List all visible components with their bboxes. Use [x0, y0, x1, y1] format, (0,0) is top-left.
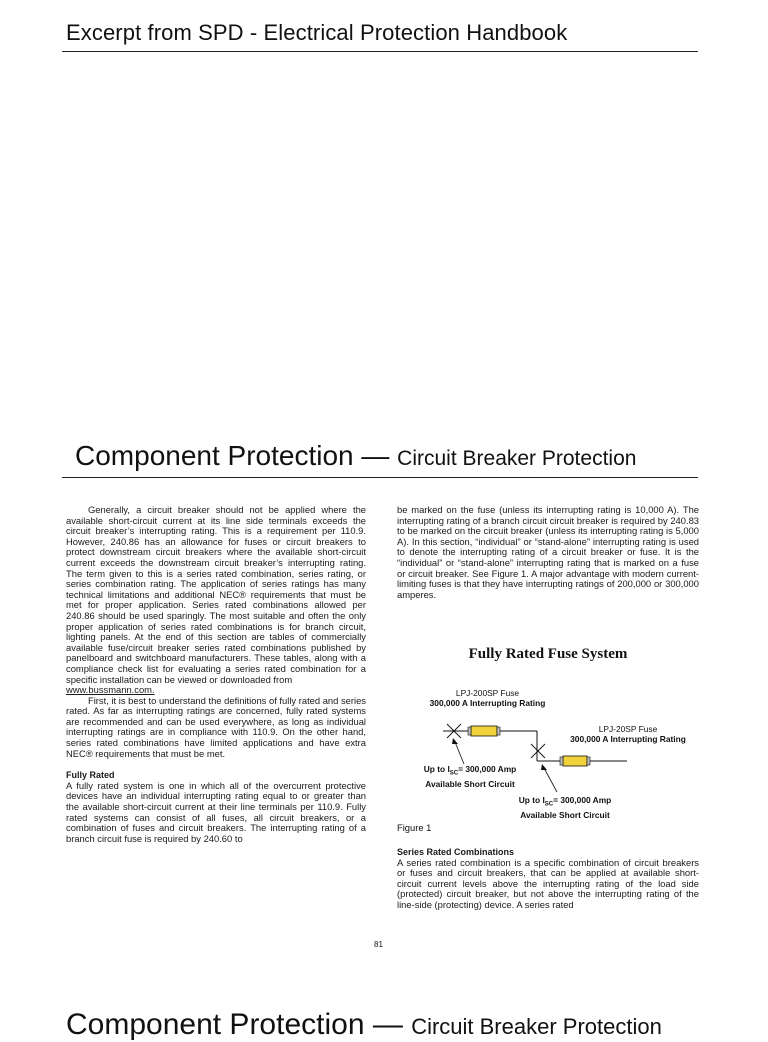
next-page-section-title — [66, 1008, 662, 1042]
fuse1-name: LPJ-200SP Fuse — [455, 688, 520, 698]
page-number: 81 — [374, 940, 383, 949]
fuse2-rating: 300,000 A Interrupting Rating — [570, 734, 686, 744]
fuse1-body — [471, 726, 497, 736]
section-title — [75, 440, 636, 472]
sc1-value: = 300,000 Amp — [458, 764, 517, 774]
short-circuit-label-1 — [410, 764, 530, 789]
document-header-title: Excerpt from SPD - Electrical Protection Handbook — [66, 20, 568, 45]
arrow-sc1 — [455, 742, 464, 764]
fuse1-label — [420, 688, 555, 708]
paragraph-fully-rated: A fully rated system is one in which all of the overcurrent protective devices have an individual interrupting rating equal to or greater than the available short-circuit current at their line terminals per 110.9. Fully rated systems can consist of all fuses, all circuit breakers, or a combination of fuses and circuit breakers. The interrupting rating of a branch circuit fuse is required by 240.60 to — [66, 779, 366, 844]
sc1-subscript: SC — [449, 770, 459, 777]
section-title-main: Component Protection — — [75, 440, 390, 471]
heading-series-rated: Series Rated Combinations — [397, 847, 515, 857]
paragraph-intro — [66, 505, 366, 696]
bussmann-link[interactable]: www.bussmann.com. — [66, 684, 155, 696]
arrow-sc2 — [544, 768, 557, 792]
figure-title: Fully Rated Fuse System — [468, 646, 628, 662]
next-title-main: Component Protection — — [66, 1008, 403, 1041]
fuse2-body — [563, 756, 587, 766]
right-column-top — [397, 505, 699, 600]
sc2-line2: Available Short Circuit — [520, 809, 610, 820]
arrowhead-sc2 — [541, 764, 547, 770]
fuse1-rating: 300,000 A Interrupting Rating — [429, 698, 546, 708]
sc2-value: = 300,000 Amp — [553, 795, 612, 805]
fuse1-cap-right — [497, 727, 500, 735]
next-title-sub: Circuit Breaker Protection — [411, 1014, 662, 1039]
section-divider — [62, 477, 698, 478]
arrowhead-sc1 — [452, 738, 458, 744]
right-column-bottom — [397, 847, 699, 911]
fuse2-cap-left — [560, 757, 563, 765]
fuse2-label — [547, 724, 709, 744]
sc1-line2: Available Short Circuit — [425, 778, 515, 789]
fuse2-name: LPJ-20SP Fuse — [598, 724, 658, 734]
fuse2-cap-right — [587, 757, 590, 765]
header-divider — [62, 51, 698, 52]
sc2-prefix: Up to I — [518, 795, 545, 805]
paragraph-series-rated: A series rated combination is a specific combination of circuit breakers or fuses and circuit breakers, that can be applied at available short-circuit current levels above the interrupting rating of the load side (protected) circuit breaker, but not above the interrupting rating of the line-side (protecting) device. A series rated — [397, 856, 699, 910]
sc1-prefix: Up to I — [423, 764, 450, 774]
paragraph-definitions: First, it is best to understand the definitions of fully rated and series rated. As far as interrupting ratings are concerned, fully rated systems are recommended and can be used everywhere, as long as individual interrupting ratings are in compliance with 110.9. On the other hand, series rated combinations have limited applications and have extra NEC® requirements that must be met. — [66, 694, 366, 759]
sc2-subscript: SC — [544, 801, 554, 808]
left-column — [66, 505, 366, 844]
paragraph-intro-text: Generally, a circuit breaker should not be applied where the available short-circuit current at its line side terminals exceeds the circuit breaker’s interrupting rating. This is a requirement per 110.9. However, 240.86 has an allowance for fuses or circuit breakers to protect downstream circuit breakers where the available short-circuit current exceeds the downstream circuit breaker’s interrupting rating. The term given to this is a series rated combination, series rating, or series combination rating. The application of series ratings has many technical limitations and additional NEC® requirements that must be met for proper application. Series rated combinations allowed per 240.86 should be used sparingly. The most suitable and often the only proper application of series rated combinations is for branch circuit, lighting panels. At the end of this section are tables of commercially available fuse/circuit breaker series rated combinations published by panelboard and switchboard manufacturers. These tables, along with a compliance check list for evaluating a series rated combination for a specific installation can be viewed or downloaded from — [66, 504, 366, 685]
short-circuit-label-2 — [505, 795, 625, 820]
section-title-sub: Circuit Breaker Protection — [397, 447, 637, 470]
figure-caption: Figure 1 — [397, 822, 432, 833]
paragraph-interrupting-rating: be marked on the fuse (unless its interrupting rating is 10,000 A). The interrupting rating of a branch circuit circuit breaker is required by 240.83 to be marked on the circuit breaker (unless its interrupting rating is 5,000 A). In this section, “individual” or “stand-alone” interrupting rating is used to denote the interrupting rating of a circuit breaker or fuse. It is the “individual” or “stand-alone” interrupting rating that is marked on a fuse or circuit breaker. See Figure 1. A major advantage with modern current-limiting fuses is that they have interrupting ratings of 200,000 or 300,000 amperes. — [397, 504, 699, 600]
heading-fully-rated: Fully Rated — [66, 770, 115, 781]
fuse1-cap-left — [468, 727, 471, 735]
